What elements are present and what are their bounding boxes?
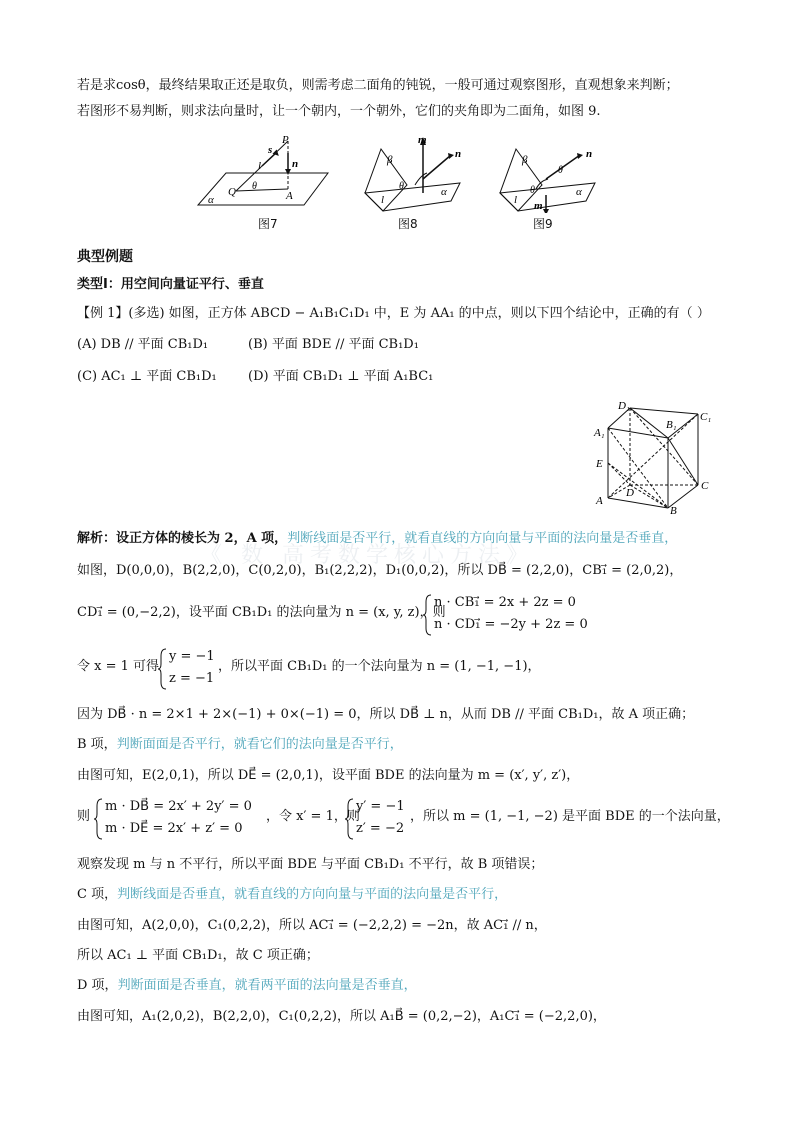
solution-intro: 解析：设正方体的棱长为 2，A 项，	[77, 531, 288, 546]
type-label: 类型Ⅰ：用空间向量证平行、垂直	[77, 277, 264, 292]
brace-2	[157, 648, 167, 690]
fig9-label-l: l	[514, 194, 518, 206]
option-c: (C) AC₁ ⊥ 平面 CB₁D₁	[77, 369, 217, 384]
cube-label-E: E	[596, 458, 603, 470]
example-head: 【例 1】(多选) 如图，正方体 ABCD − A₁B₁C₁D₁ 中，E 为 AA₁ 的中点，则以下四个结论中，正确的有（ ）	[77, 306, 710, 321]
fig9-label-m: m	[534, 200, 543, 212]
cube-label-B1: B₁	[666, 419, 677, 431]
section-title: 典型例题	[77, 249, 133, 265]
fig7-label-theta: θ	[252, 181, 257, 192]
fig7-label-Q: Q	[228, 186, 236, 198]
solution-line-13	[77, 977, 417, 995]
fig9-label-theta2: θ	[530, 185, 535, 196]
system-3-eq-a: m · DB⃗ = 2x′ + 2y′ = 0	[105, 799, 252, 814]
solution-hint-c: 判断线面是否垂直，就看直线的方向向量与平面的法向量是否平行，	[117, 887, 508, 902]
brace-4	[344, 798, 354, 840]
solution-line-5: 因为 DB⃗ · n = 2×1 + 2×(−1) + 0×(−1) = 0，所以 DB⃗ ⊥ n，从而 DB // 平面 CB₁D₁，故 A 项正确；	[77, 707, 695, 722]
d-item-label: D 项，	[77, 978, 118, 993]
system-4-eq-a: y′ = −1	[356, 799, 405, 814]
system-1-eq-b: n · CD₁⃗ = −2y + 2z = 0	[434, 617, 588, 632]
watermark: 《 数 高考数学核心方法》	[200, 543, 534, 568]
system-3-eq-b: m · DE⃗ = 2x′ + z′ = 0	[105, 821, 243, 836]
fig7-label-A: A	[286, 190, 293, 202]
solution-line-4b: ，所以平面 CB₁D₁ 的一个法向量为 n = (1, −1, −1)，	[218, 659, 541, 674]
solution-line-3: CD₁⃗ = (0,−2,2)，设平面 CB₁D₁ 的法向量为 n = (x, y, z)，则	[77, 605, 446, 620]
cube-figure	[590, 400, 720, 515]
c-item-label: C 项，	[77, 887, 118, 902]
figure-7	[196, 133, 336, 213]
fig8-label-m: m	[418, 134, 427, 146]
cube-label-D1: D₁	[618, 400, 630, 412]
option-d: (D) 平面 CB₁D₁ ⊥ 平面 A₁BC₁	[248, 369, 434, 384]
solution-line-2: 如图，D(0,0,0)，B(2,2,0)，C(0,2,0)，B₁(2,2,2)，D₁(0,0,2)，所以 DB⃗ = (2,2,0)，CB₁⃗ = (2,0,2)，	[77, 563, 683, 578]
fig8-label-beta: β	[387, 154, 393, 166]
solution-line-10	[77, 886, 507, 904]
solution-line-1	[77, 530, 677, 548]
cube-label-A1: A₁	[594, 427, 605, 439]
solution-line-4a: 令 x = 1 可得	[77, 659, 160, 674]
fig8-label-n: n	[455, 148, 462, 160]
intro-line-2: 若图形不易判断，则求法向量时，让一个朝内，一个朝外，它们的夹角即为二面角，如图 9.	[77, 104, 601, 119]
fig8-label-alpha: α	[441, 186, 447, 198]
figure-8	[355, 133, 470, 213]
figure-8-caption: 图8	[398, 217, 418, 231]
solution-line-6	[77, 736, 403, 754]
solution-line-14: 由图可知，A₁(2,0,2)，B(2,2,0)，C₁(0,2,2)，所以 A₁B⃗ = (0,2,−2)，A₁C₁⃗ = (−2,2,0)，	[77, 1009, 606, 1024]
cube-label-A: A	[596, 495, 603, 507]
b-item-label: B 项，	[77, 737, 117, 752]
fig8-label-l: l	[381, 194, 385, 206]
intro-line-1: 若是求cosθ，最终结果取正还是取负，则需考虑二面角的钝锐，一般可通过观察图形，直观想象来判断；	[77, 78, 679, 93]
solution-line-7: 由图可知，E(2,0,1)，所以 DE⃗ = (2,0,1)，设平面 BDE 的法向量为 m = (x′, y′, z′)，	[77, 768, 580, 783]
figure-7-caption: 图7	[258, 217, 278, 231]
system-2-eq-a: y = −1	[169, 649, 215, 664]
fig7-label-n: n	[292, 158, 299, 170]
option-b: (B) 平面 BDE // 平面 CB₁D₁	[248, 337, 419, 352]
solution-hint-a: 判断线面是否平行，就看直线的方向向量与平面的法向量是否垂直，	[287, 531, 678, 546]
fig8-label-theta: θ	[399, 181, 404, 192]
system-2-eq-b: z = −1	[169, 671, 215, 686]
solution-line-8c: ，所以 m = (1, −1, −2) 是平面 BDE 的一个法向量，	[410, 809, 730, 824]
solution-line-8b: ，令 x′ = 1，则	[266, 809, 360, 824]
fig7-label-s: s	[268, 144, 273, 156]
solution-line-8a: 则	[77, 809, 91, 824]
system-4-eq-b: z′ = −2	[356, 821, 405, 836]
solution-hint-d: 判断面面是否垂直，就看两平面的法向量是否垂直，	[117, 978, 417, 993]
fig7-label-l: l	[258, 160, 262, 172]
figure-9	[490, 133, 605, 213]
cube-label-C1: C₁	[700, 411, 712, 423]
figure-9-caption: 图9	[533, 217, 553, 231]
solution-line-12: 所以 AC₁ ⊥ 平面 CB₁D₁，故 C 项正确；	[77, 948, 319, 963]
option-a: (A) DB // 平面 CB₁D₁	[77, 337, 209, 352]
cube-label-C: C	[701, 480, 709, 492]
fig9-label-beta: β	[522, 154, 528, 166]
solution-line-11: 由图可知，A(2,0,0)，C₁(0,2,2)，所以 AC₁⃗ = (−2,2,2) = −2n，故 AC₁⃗ // n，	[77, 918, 547, 933]
system-1-eq-a: n · CB₁⃗ = 2x + 2z = 0	[434, 595, 576, 610]
brace-1	[422, 594, 432, 636]
fig9-label-n: n	[586, 148, 593, 160]
solution-line-9: 观察发现 m 与 n 不平行，所以平面 BDE 与平面 CB₁D₁ 不平行，故 B 项错误；	[77, 857, 544, 872]
solution-hint-b: 判断面面是否平行，就看它们的法向量是否平行，	[116, 737, 403, 752]
fig7-label-alpha: α	[208, 194, 214, 206]
cube-label-B: B	[670, 505, 677, 515]
cube-label-D: D	[626, 487, 634, 499]
brace-3	[93, 798, 103, 840]
fig9-label-alpha: α	[576, 186, 582, 198]
fig7-label-P: P	[282, 134, 289, 146]
fig9-label-theta1: θ	[558, 165, 563, 176]
